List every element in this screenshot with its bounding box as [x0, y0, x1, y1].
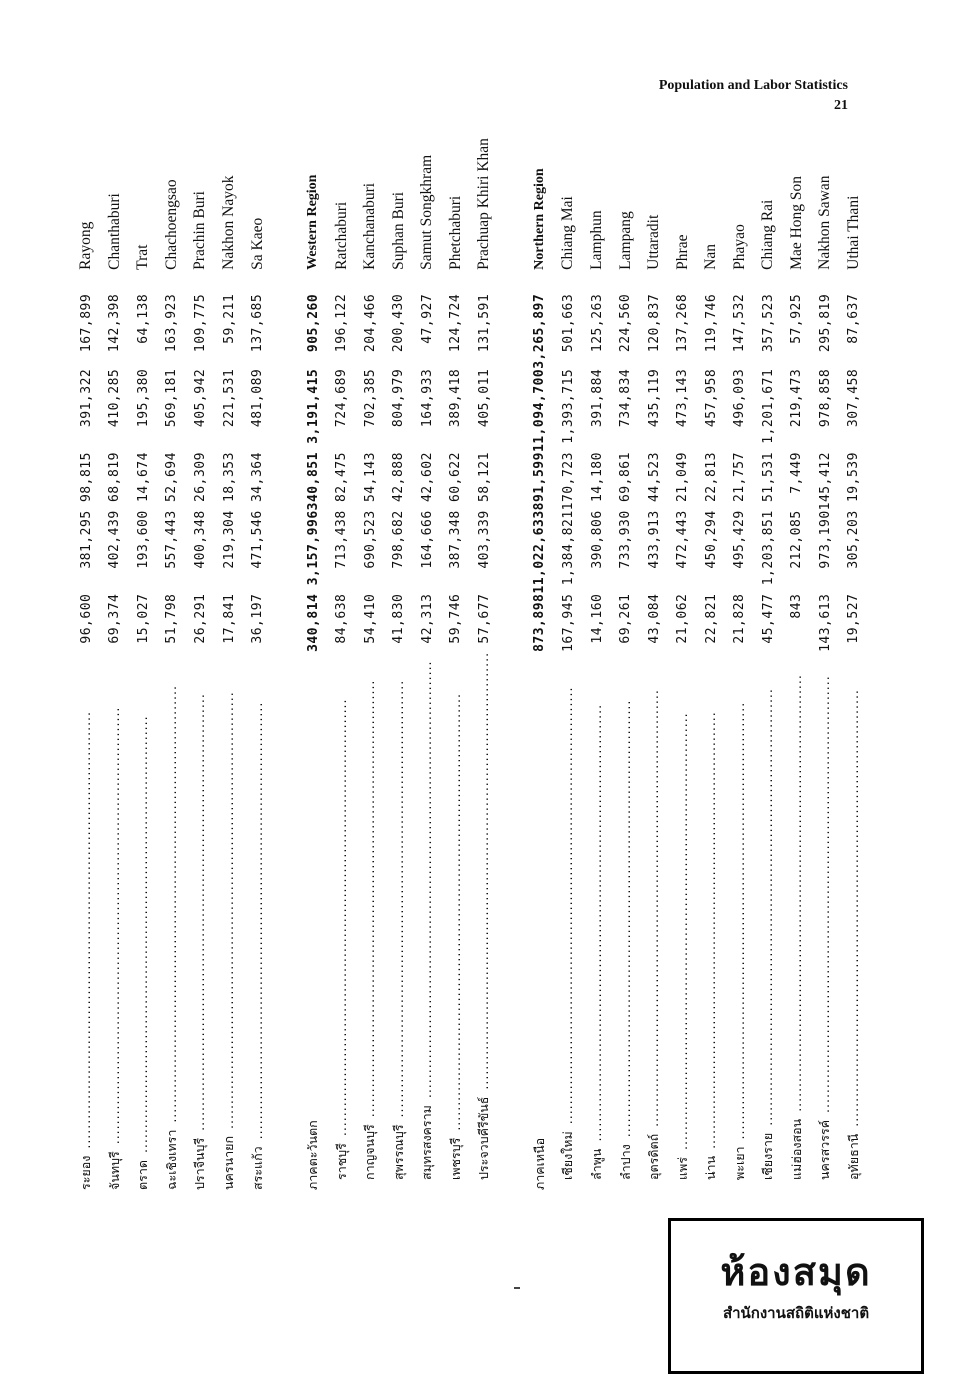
value-cell-c3: 98,815 — [78, 452, 94, 503]
english-name-cell: Ratchaburi — [332, 201, 350, 270]
thai-name-cell — [129, 652, 158, 1190]
table-row — [640, 138, 669, 1190]
table-row — [215, 138, 244, 1190]
value-cell-c2: 402,439 — [107, 510, 123, 569]
english-name-cell: Samut Songkhram — [418, 154, 436, 270]
dot-leader — [389, 652, 409, 1190]
dot-leader — [446, 652, 466, 1190]
value-cell-c2: 973,190 — [817, 510, 833, 569]
value-cell-c2: 798,682 — [391, 510, 407, 569]
thai-name: สมุทรสงคราม — [419, 1103, 434, 1190]
value-cell-c2: 690,523 — [362, 510, 378, 569]
table-row — [186, 138, 215, 1190]
value-cell-c5: 196,122 — [334, 293, 350, 353]
value-cell-c2: 403,339 — [476, 510, 492, 569]
value-cell-c2: 3,157,996 — [305, 510, 321, 586]
thai-name-cell — [186, 652, 215, 1190]
thai-name: ระยอง — [78, 1155, 94, 1190]
thai-name: กาญจนบุรี — [362, 1122, 377, 1190]
dot-leader — [758, 652, 778, 1190]
thai-name-cell — [640, 652, 669, 1190]
value-cell-c4: 219,473 — [789, 368, 805, 428]
value-cell-c1: 45,477 — [760, 593, 776, 644]
value-cell-c5: 905,260 — [305, 293, 321, 353]
value-cell-c4: 221,531 — [221, 368, 237, 428]
dot-leader — [844, 652, 864, 1190]
dot-leader — [701, 652, 721, 1190]
thai-name-cell — [243, 652, 272, 1190]
value-cell-c3: 18,353 — [221, 452, 237, 503]
value-cell-c3: 170,723 — [560, 452, 576, 511]
value-cell-c5: 64,138 — [135, 293, 151, 344]
value-cell-c5: 295,819 — [817, 293, 833, 353]
value-cell-c3: 54,143 — [362, 452, 378, 503]
dot-leader — [305, 1118, 320, 1190]
value-cell-c3: 22,813 — [703, 452, 719, 503]
thai-name-cell — [840, 652, 869, 1190]
english-name-cell: Nakhon Sawan — [816, 175, 834, 270]
dot-leader — [332, 652, 352, 1190]
value-cell-c4: 435,119 — [646, 368, 662, 428]
table-row — [158, 138, 187, 1190]
thai-name: ลำพูน — [589, 1147, 604, 1190]
value-cell-c2: 450,294 — [703, 510, 719, 569]
value-cell-c4: 405,011 — [476, 368, 492, 428]
value-cell-c4: 804,979 — [391, 368, 407, 428]
dot-leader — [105, 652, 125, 1190]
thai-name-cell — [356, 652, 385, 1190]
value-cell-c4: 391,884 — [589, 368, 605, 428]
value-cell-c3: 14,180 — [589, 452, 605, 503]
value-cell-c5: 47,927 — [419, 293, 435, 344]
value-cell-c3: 21,757 — [732, 452, 748, 503]
value-cell-c2: 390,806 — [589, 510, 605, 569]
value-cell-c4: 410,285 — [107, 368, 123, 428]
value-cell-c4: 569,181 — [164, 368, 180, 428]
value-cell-c4: 11,094,700 — [532, 368, 548, 453]
english-name-cell: Chachoengsao — [162, 179, 180, 270]
value-cell-c4: 405,942 — [192, 368, 208, 428]
value-cell-c2: 495,429 — [732, 510, 748, 569]
value-cell-c5: 57,925 — [789, 293, 805, 344]
value-cell-c4: 734,834 — [618, 368, 634, 428]
value-cell-c1: 14,160 — [589, 593, 605, 644]
thai-name-cell — [158, 652, 187, 1190]
table-row — [384, 138, 413, 1190]
dot-leader — [162, 652, 182, 1190]
table-row — [783, 138, 812, 1190]
value-cell-c4: 473,143 — [675, 368, 691, 428]
value-cell-c1: 36,197 — [250, 593, 266, 644]
page-header-title: Population and Labor Statistics — [658, 78, 848, 93]
spacer-row — [499, 138, 526, 1190]
value-cell-c3: 14,674 — [135, 452, 151, 503]
english-name-cell: Kanchanaburi — [361, 182, 379, 270]
dot-leader — [787, 652, 807, 1190]
value-cell-c3: 145,412 — [817, 452, 833, 511]
value-cell-c5: 224,560 — [618, 293, 634, 353]
value-cell-c3: 51,531 — [760, 452, 776, 503]
value-cell-c1: 59,746 — [448, 593, 464, 644]
thai-name: ลำปาง — [618, 1142, 633, 1190]
value-cell-c1: 21,828 — [732, 593, 748, 644]
value-cell-c2: 212,085 — [789, 510, 805, 569]
value-cell-c4: 496,093 — [732, 368, 748, 428]
value-cell-c1: 43,084 — [646, 593, 662, 644]
english-name-cell: Lamphun — [588, 210, 606, 270]
value-cell-c2: 1,203,851 — [760, 510, 776, 586]
dot-leader — [360, 652, 380, 1190]
thai-name: ประจวบคีรีขันธ์ — [476, 1095, 491, 1190]
value-cell-c3: 19,539 — [846, 452, 862, 503]
thai-name-cell — [811, 652, 840, 1190]
value-cell-c2: 164,666 — [419, 510, 435, 569]
value-cell-c1: 69,261 — [618, 593, 634, 644]
thai-name-cell — [783, 652, 812, 1190]
dot-leader — [417, 652, 437, 1190]
dot-leader — [730, 652, 750, 1190]
value-cell-c4: 3,191,415 — [305, 368, 321, 444]
thai-name-cell — [611, 652, 640, 1190]
value-cell-c1: 22,821 — [703, 593, 719, 644]
value-cell-c2: 387,348 — [448, 510, 464, 569]
value-cell-c1: 51,798 — [164, 593, 180, 644]
table-row — [554, 138, 583, 1190]
value-cell-c1: 54,410 — [362, 593, 378, 644]
region-row — [526, 138, 555, 1190]
value-cell-c5: 204,466 — [362, 293, 378, 353]
region-row — [299, 138, 328, 1190]
value-cell-c1: 96,600 — [78, 593, 94, 644]
thai-name: อุตรดิตถ์ — [646, 1132, 661, 1190]
table-row — [413, 138, 442, 1190]
thai-name-cell — [526, 652, 555, 1190]
value-cell-c2: 733,930 — [618, 510, 634, 569]
dot-leader — [76, 652, 96, 1190]
thai-name-cell — [384, 652, 413, 1190]
value-cell-c1: 41,830 — [391, 593, 407, 644]
value-cell-c4: 391,322 — [78, 368, 94, 428]
table-row — [668, 138, 697, 1190]
thai-name: เชียงใหม่ — [560, 1129, 575, 1190]
table-row — [725, 138, 754, 1190]
thai-name: ตราด — [135, 1160, 151, 1190]
thai-name: ปราจีนบุรี — [192, 1137, 208, 1190]
value-cell-c4: 724,689 — [334, 368, 350, 428]
dot-leader — [190, 652, 210, 1190]
thai-name: อุทัยธานี — [846, 1132, 861, 1190]
value-cell-c1: 19,527 — [846, 593, 862, 644]
value-cell-c5: 124,724 — [448, 293, 464, 353]
english-name-cell: Western Region — [305, 174, 321, 270]
value-cell-c1: 340,814 — [305, 593, 321, 652]
value-cell-c4: 195,380 — [135, 368, 151, 428]
value-cell-c5: 125,263 — [589, 293, 605, 353]
value-cell-c3: 52,694 — [164, 452, 180, 503]
value-cell-c5: 163,923 — [164, 293, 180, 353]
value-cell-c1: 26,291 — [192, 593, 208, 644]
value-cell-c3: 7,449 — [789, 452, 805, 494]
value-cell-c1: 21,062 — [675, 593, 691, 644]
thai-name: น่าน — [703, 1154, 718, 1190]
value-cell-c1: 167,945 — [560, 593, 576, 652]
english-name-cell: Phetchaburi — [446, 195, 464, 270]
value-cell-c2: 400,348 — [192, 510, 208, 569]
value-cell-c4: 481,089 — [250, 368, 266, 428]
thai-name-cell — [413, 652, 442, 1190]
thai-name-cell — [327, 652, 356, 1190]
value-cell-c3: 42,888 — [391, 452, 407, 503]
value-cell-c1: 143,613 — [817, 593, 833, 652]
page-number: 21 — [834, 98, 848, 113]
value-cell-c2: 713,438 — [334, 510, 350, 569]
english-name-cell: Nan — [702, 243, 720, 270]
value-cell-c5: 59,211 — [221, 293, 237, 344]
library-stamp — [668, 1218, 924, 1374]
spacer-cell — [272, 138, 299, 1190]
table-row — [442, 138, 471, 1190]
value-cell-c3: 60,622 — [448, 452, 464, 503]
dot-leader — [532, 1136, 547, 1190]
value-cell-c3: 891,599 — [532, 452, 548, 511]
value-cell-c4: 164,933 — [419, 368, 435, 428]
value-cell-c4: 702,385 — [362, 368, 378, 428]
thai-name-cell — [470, 652, 499, 1190]
value-cell-c5: 109,775 — [192, 293, 208, 353]
english-name-cell: Prachin Buri — [191, 191, 209, 270]
thai-name: สระแก้ว — [249, 1146, 265, 1190]
value-cell-c5: 142,398 — [107, 293, 123, 353]
english-name-cell: Nakhon Nayok — [220, 175, 237, 270]
value-cell-c5: 357,523 — [760, 293, 776, 353]
english-name-cell: Northern Region — [531, 168, 547, 270]
value-cell-c5: 147,532 — [732, 293, 748, 353]
value-cell-c3: 26,309 — [192, 452, 208, 503]
value-cell-c5: 501,663 — [560, 293, 576, 353]
value-cell-c3: 69,861 — [618, 452, 634, 503]
value-cell-c5: 120,837 — [646, 293, 662, 353]
english-name-cell: Chiang Mai — [559, 196, 577, 270]
english-name-cell: Suphan Buri — [389, 191, 407, 270]
value-cell-c1: 17,841 — [221, 593, 237, 644]
dot-leader — [248, 652, 268, 1190]
thai-name: แม่ฮ่องสอน — [789, 1117, 804, 1190]
table-body — [72, 138, 868, 1190]
value-cell-c1: 42,313 — [419, 593, 435, 644]
dot-leader — [219, 652, 239, 1190]
english-name-cell: Chiang Rai — [759, 199, 777, 270]
value-cell-c1: 69,374 — [107, 593, 123, 644]
table-row — [327, 138, 356, 1190]
dot-leader — [673, 652, 693, 1190]
value-cell-c2: 557,443 — [164, 510, 180, 569]
dot-leader — [644, 652, 664, 1190]
thai-name: เพชรบุรี — [448, 1136, 463, 1190]
thai-name: ราชบุรี — [334, 1141, 349, 1190]
dot-leader — [815, 652, 835, 1190]
english-name-cell: Sa Kaeo — [248, 217, 266, 270]
thai-name: นครสวรรค์ — [817, 1118, 832, 1190]
thai-name: ภาคตะวันตก — [305, 1120, 321, 1190]
value-cell-c5: 200,430 — [391, 293, 407, 353]
value-cell-c5: 87,637 — [846, 293, 862, 344]
value-cell-c1: 843 — [789, 593, 805, 619]
thai-name-cell — [299, 652, 328, 1190]
table-row — [583, 138, 612, 1190]
value-cell-c4: 1,393,715 — [560, 368, 576, 444]
value-cell-c5: 167,899 — [78, 293, 94, 353]
table-row — [754, 138, 783, 1190]
thai-name: นครนายก — [221, 1135, 236, 1190]
english-name-cell: Prachuap Khiri Khan — [475, 138, 493, 270]
value-cell-c2: 11,022,633 — [532, 510, 548, 594]
thai-name: พะเยา — [732, 1144, 747, 1190]
dot-leader — [558, 652, 578, 1190]
english-name-cell: Lampang — [616, 211, 634, 270]
table-row — [811, 138, 840, 1190]
english-name-cell: Rayong — [77, 221, 95, 270]
population-table — [72, 138, 868, 1190]
thai-name: ฉะเชิงเทรา — [163, 1129, 179, 1190]
english-name-cell: Phrae — [673, 234, 691, 270]
dot-leader — [474, 652, 494, 1190]
thai-name-cell — [554, 652, 583, 1190]
table-row — [356, 138, 385, 1190]
table-row — [611, 138, 640, 1190]
value-cell-c5: 137,685 — [250, 293, 266, 353]
thai-name-cell — [72, 652, 101, 1190]
thai-name-cell — [697, 652, 726, 1190]
value-cell-c4: 307,458 — [846, 368, 862, 428]
value-cell-c3: 58,121 — [476, 452, 492, 503]
value-cell-c4: 1,201,671 — [760, 368, 776, 444]
value-cell-c2: 471,546 — [250, 510, 266, 569]
margin-mark — [514, 1287, 520, 1289]
thai-name-cell — [215, 652, 244, 1190]
spacer-row — [272, 138, 299, 1190]
stamp-title: ห้องสมุด — [720, 1250, 872, 1294]
value-cell-c5: 3,265,897 — [532, 293, 548, 369]
value-cell-c3: 34,364 — [250, 452, 266, 503]
value-cell-c1: 57,677 — [476, 593, 492, 644]
value-cell-c2: 472,443 — [675, 510, 691, 569]
english-name-cell: Phayao — [730, 224, 748, 270]
value-cell-c3: 42,602 — [419, 452, 435, 503]
english-name-cell: Trat — [134, 244, 152, 270]
english-name-cell: Uthai Thani — [844, 195, 862, 270]
value-cell-c4: 389,418 — [448, 368, 464, 428]
thai-name: สุพรรณบุรี — [391, 1122, 406, 1190]
value-cell-c4: 978,858 — [817, 368, 833, 428]
thai-name-cell — [101, 652, 130, 1190]
thai-name-cell — [725, 652, 754, 1190]
value-cell-c4: 457,958 — [703, 368, 719, 428]
table-row — [243, 138, 272, 1190]
thai-name-cell — [754, 652, 783, 1190]
value-cell-c2: 433,913 — [646, 510, 662, 569]
value-cell-c5: 131,591 — [476, 293, 492, 353]
thai-name: เชียงราย — [760, 1131, 775, 1190]
value-cell-c2: 1,384,821 — [560, 510, 576, 586]
english-name-cell: Chanthaburi — [105, 193, 123, 270]
value-cell-c2: 219,304 — [221, 510, 237, 569]
table-row — [72, 138, 101, 1190]
value-cell-c2: 193,600 — [135, 510, 151, 569]
value-cell-c2: 305,203 — [846, 510, 862, 569]
thai-name-cell — [583, 652, 612, 1190]
value-cell-c3: 68,819 — [107, 452, 123, 503]
value-cell-c1: 873,898 — [532, 593, 548, 652]
table-row — [697, 138, 726, 1190]
spacer-cell — [499, 138, 526, 1190]
value-cell-c3: 82,475 — [334, 452, 350, 503]
thai-name: จันทบุรี — [106, 1151, 122, 1190]
dot-leader — [616, 652, 636, 1190]
page-header — [659, 76, 848, 116]
table-row — [129, 138, 158, 1190]
english-name-cell: Uttaradit — [645, 214, 663, 270]
rotated-table-container — [72, 138, 862, 1190]
value-cell-c1: 84,638 — [334, 593, 350, 644]
thai-name: แพร่ — [675, 1155, 690, 1190]
table-row — [840, 138, 869, 1190]
value-cell-c5: 119,746 — [703, 293, 719, 353]
dot-leader — [587, 652, 607, 1190]
dot-leader — [133, 652, 153, 1190]
table-row — [470, 138, 499, 1190]
thai-name-cell — [442, 652, 471, 1190]
thai-name-cell — [668, 652, 697, 1190]
value-cell-c3: 340,851 — [305, 452, 321, 511]
value-cell-c5: 137,268 — [675, 293, 691, 353]
value-cell-c2: 381,295 — [78, 510, 94, 569]
value-cell-c1: 15,027 — [135, 593, 151, 644]
value-cell-c3: 21,049 — [675, 452, 691, 503]
value-cell-c3: 44,523 — [646, 452, 662, 503]
table-row — [101, 138, 130, 1190]
english-name-cell: Mae Hong Son — [787, 175, 805, 270]
stamp-subtitle: สำนักงานสถิติแห่งชาติ — [722, 1304, 870, 1322]
thai-name: ภาคเหนือ — [531, 1137, 547, 1190]
